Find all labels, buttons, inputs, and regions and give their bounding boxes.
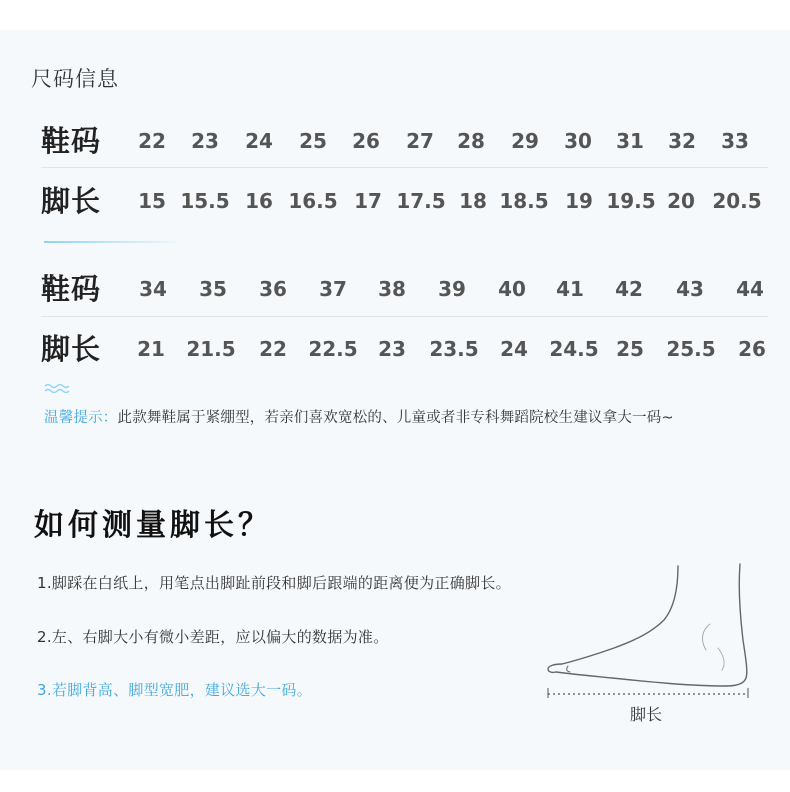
table-cell: 26: [738, 337, 766, 361]
table-cell: 43: [676, 277, 704, 301]
table-cell: 23: [191, 129, 219, 153]
table-cell: 37: [319, 277, 347, 301]
step-3: 3.若脚背高、脚型宽肥，建议选大一码。: [37, 681, 313, 699]
shoe-size-label: 鞋码: [41, 272, 102, 306]
wave-icon: [44, 383, 70, 393]
row-divider: [41, 316, 768, 317]
table-cell: 20.5: [712, 189, 762, 213]
how-to-measure-title: 如何测量脚长？: [34, 508, 272, 543]
tip-text: [44, 406, 674, 427]
table-cell: 21.5: [186, 337, 236, 361]
accent-divider: [44, 241, 178, 243]
step-2: 2.左、右脚大小有微小差距，应以偏大的数据为准。: [37, 628, 389, 646]
table1-foot-length-row: [41, 171, 768, 231]
table-cell: 15.5: [180, 189, 230, 213]
table2-foot-length-row: [41, 319, 768, 379]
table-cell: 30: [564, 129, 592, 153]
table-cell: 16: [245, 189, 273, 213]
table-cell: 34: [139, 277, 167, 301]
table-cell: 31: [616, 129, 644, 153]
table-cell: 39: [438, 277, 466, 301]
table-cell: 17.5: [396, 189, 446, 213]
table-cell: 18: [459, 189, 487, 213]
table-cell: 41: [556, 277, 584, 301]
table-cell: 33: [721, 129, 749, 153]
table-cell: 24: [245, 129, 273, 153]
table-cell: 23: [378, 337, 406, 361]
table-cell: 28: [457, 129, 485, 153]
foot-length-caption: 脚长: [630, 705, 663, 724]
shoe-size-label: 鞋码: [41, 124, 102, 158]
table-cell: 26: [352, 129, 380, 153]
tip-body: 此款舞鞋属于紧绷型，若亲们喜欢宽松的、儿童或者非专科舞蹈院校生建议拿大一码~: [117, 410, 674, 426]
table-cell: 25: [616, 337, 644, 361]
table-cell: 22: [138, 129, 166, 153]
table-cell: 25: [299, 129, 327, 153]
table-cell: 27: [406, 129, 434, 153]
table-cell: 16.5: [288, 189, 338, 213]
table-cell: 29: [511, 129, 539, 153]
table-cell: 17: [354, 189, 382, 213]
table-cell: 21: [137, 337, 165, 361]
table-cell: 24: [500, 337, 528, 361]
row-divider: [41, 167, 768, 168]
table-cell: 32: [668, 129, 696, 153]
table-cell: 22: [259, 337, 287, 361]
table2-shoe-size-row: [41, 259, 768, 319]
table-cell: 19: [565, 189, 593, 213]
table-cell: 19.5: [606, 189, 656, 213]
section-title: 尺码信息: [31, 67, 119, 91]
table-cell: 15: [138, 189, 166, 213]
table-cell: 25.5: [666, 337, 716, 361]
table-cell: 18.5: [499, 189, 549, 213]
foot-length-label: 脚长: [41, 184, 102, 218]
table-cell: 35: [199, 277, 227, 301]
foot-length-label: 脚长: [41, 332, 102, 366]
table-cell: 23.5: [429, 337, 479, 361]
table-cell: 40: [498, 277, 526, 301]
table-cell: 36: [259, 277, 287, 301]
table-cell: 20: [667, 189, 695, 213]
table-cell: 44: [736, 277, 764, 301]
table-cell: 22.5: [308, 337, 358, 361]
table-cell: 24.5: [549, 337, 599, 361]
table-cell: 42: [615, 277, 643, 301]
step-1: 1.脚踩在白纸上，用笔点出脚趾前段和脚后跟端的距离便为正确脚长。: [37, 574, 511, 592]
table1-shoe-size-row: [41, 111, 768, 171]
tip-label: 温馨提示：: [44, 410, 118, 426]
foot-illustration: [540, 560, 755, 700]
table-cell: 38: [378, 277, 406, 301]
